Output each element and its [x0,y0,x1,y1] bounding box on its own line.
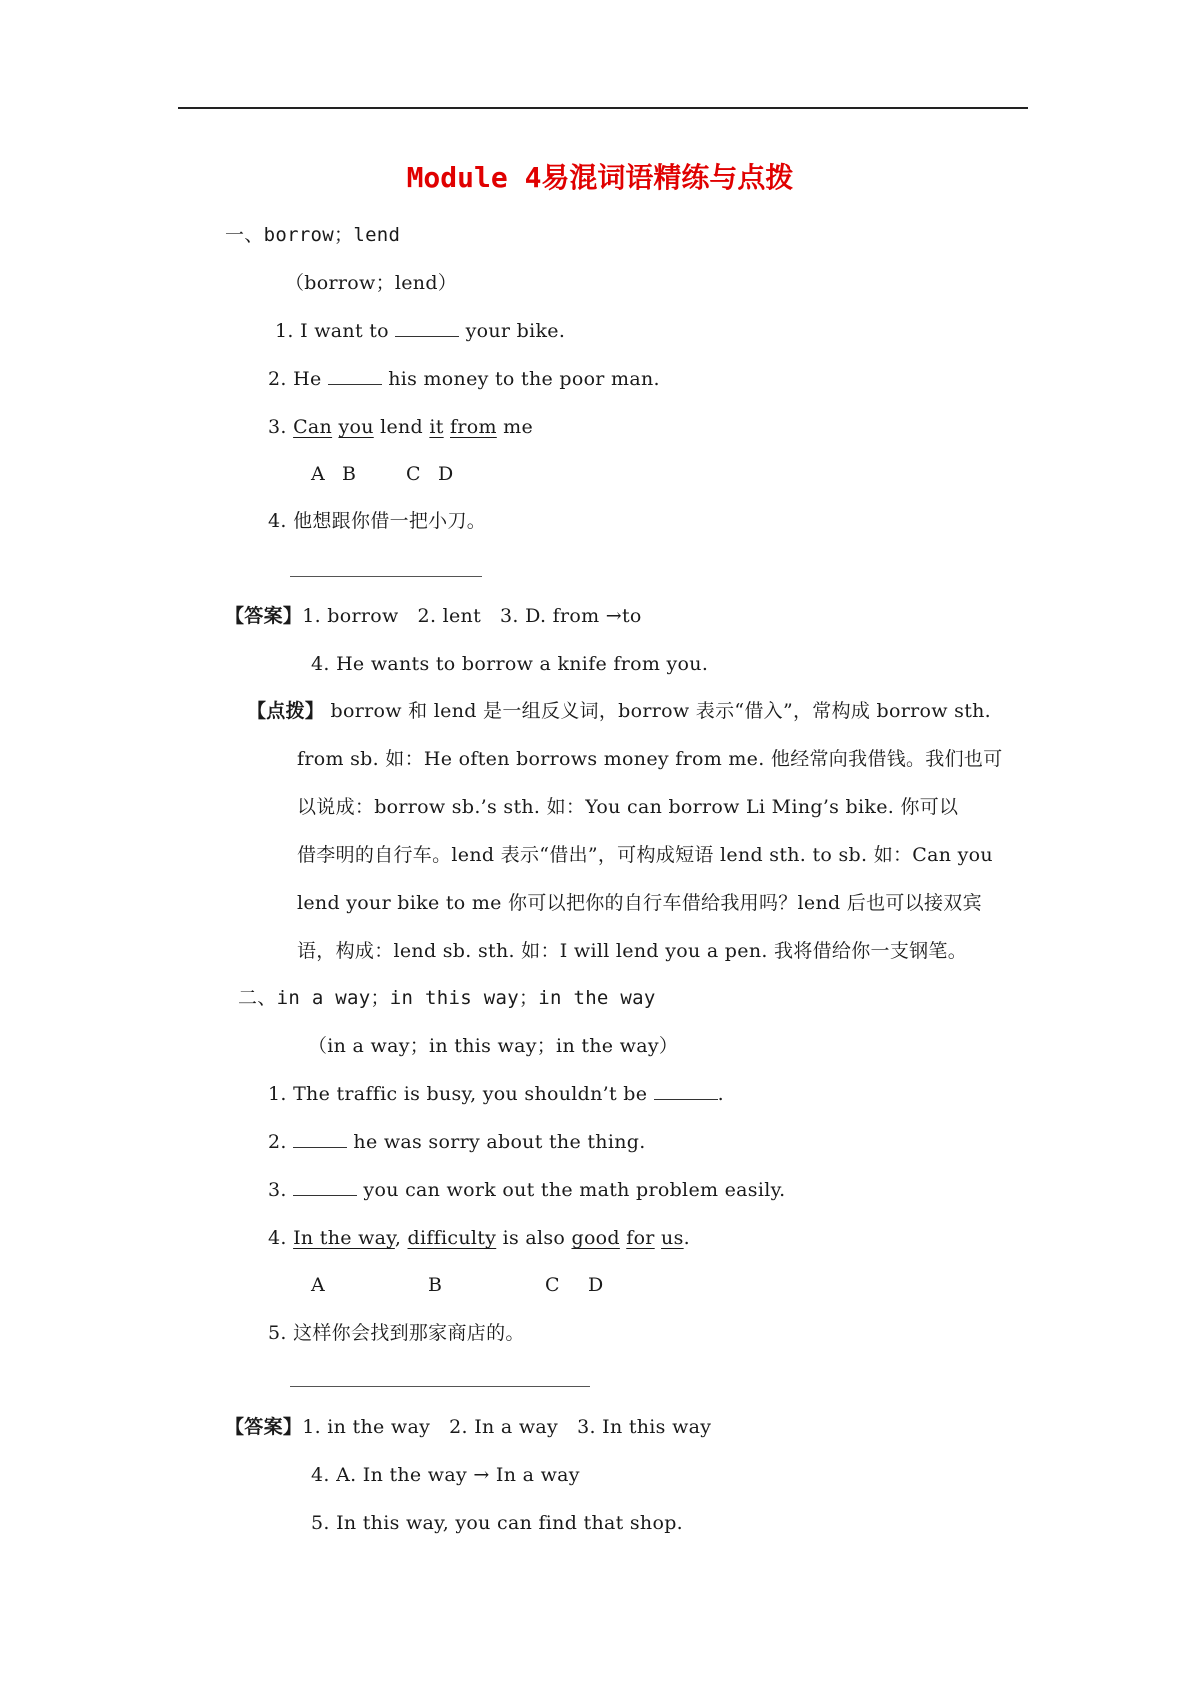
answer-blank [395,318,459,337]
question-number: 2. [268,368,287,390]
answer-label: 【答案】 [225,1416,303,1438]
s2-question-5 [268,1320,525,1346]
section1-heading: 一、borrow；lend [225,224,401,246]
question-text: 他想跟你借一把小刀。 [293,510,487,532]
question-number: 5. [268,1322,287,1344]
question-number: 3. [268,1179,287,1201]
s2-answer-row-2: 4. A. In the way → In a way [311,1464,580,1486]
answer-blank [328,366,382,385]
question-number: 1. [275,320,294,342]
underlined-word-c: it [429,416,444,438]
s2-question-2 [268,1129,646,1155]
s1-tip-row-2: from sb. 如：He often borrows money from me. 他经常向我借钱。我们也可 [297,748,1003,770]
question-text: , [394,1227,402,1249]
question-text: lend [380,416,424,438]
question-number: 1. [268,1083,287,1105]
question-number: 4. [268,510,287,532]
question-text: me [503,416,534,438]
option-label-a: A [311,463,325,485]
translation-answer-line [290,576,482,577]
answer-blank [293,1177,357,1196]
tip-label: 【点拨】 [247,700,325,722]
question-text: . [717,1083,724,1105]
question-text: The traffic is busy, you shouldn’t be [293,1083,648,1105]
s1-tip-row-4: 借李明的自行车。lend 表示“借出”，可构成短语 lend sth. to sb. 如：Can you [297,844,993,866]
tip-text: borrow 和 lend 是一组反义词，borrow 表示“借入”，常构成 borrow sth. [330,700,991,722]
question-number: 3. [268,416,287,438]
question-text: he was sorry about the thing. [353,1131,646,1153]
option-label-b: B [342,463,356,485]
underlined-word-b: difficulty [407,1227,497,1249]
section2-heading: 二、in a way；in this way；in the way [238,987,656,1009]
underlined-word-e: us [661,1227,684,1249]
answer-label: 【答案】 [225,605,303,627]
translation-answer-line [290,1386,590,1387]
question-text: your bike. [465,320,566,342]
section2-instruction: （in a way；in this way；in the way） [308,1035,679,1057]
s2-question-4 [268,1225,690,1251]
s1-tip-row-1 [247,698,991,724]
underlined-word-a: Can [293,416,333,438]
question-text: you can work out the math problem easily. [363,1179,786,1201]
s1-question-2 [268,366,660,392]
section1-instruction: （borrow；lend） [285,272,458,294]
s1-tip-row-5: lend your bike to me 你可以把你的自行车借给我用吗？lend 后也可以接双宾 [297,892,982,914]
underlined-word-a: In the way [293,1227,395,1249]
question-text: . [683,1227,690,1249]
s1-question-4 [268,508,486,534]
underlined-word-d: from [450,416,497,438]
question-text: 这样你会找到那家商店的。 [293,1322,525,1344]
s1-question-1 [275,318,565,344]
answer-text: 1. borrow 2. lent 3. D. from →to [302,605,642,627]
s2-question-1 [268,1081,724,1107]
s1-question-3 [268,414,533,440]
question-text: He [293,368,322,390]
s1-tip-row-6: 语，构成：lend sb. sth. 如：I will lend you a pen. 我将借给你一支钢笔。 [297,940,968,962]
page-title: Module 4易混词语精练与点拨 [406,161,794,194]
answer-blank [654,1081,718,1100]
option-label-c: C [545,1274,560,1296]
option-label-b: B [428,1274,442,1296]
question-text: his money to the poor man. [388,368,660,390]
underlined-word-d: for [626,1227,655,1249]
option-label-a: A [311,1274,325,1296]
answer-blank [293,1129,347,1148]
s1-answer-row-1 [225,603,642,629]
answer-text: 1. in the way 2. In a way 3. In this way [302,1416,712,1438]
header-rule [178,107,1028,109]
question-text: is also [502,1227,566,1249]
option-label-d: D [438,463,454,485]
s2-answer-row-1 [225,1414,711,1440]
option-label-c: C [406,463,421,485]
underlined-word-b: you [338,416,374,438]
s1-answer-row-2: 4. He wants to borrow a knife from you. [311,653,709,675]
question-number: 4. [268,1227,287,1249]
question-text: I want to [300,320,389,342]
s2-question-3 [268,1177,785,1203]
s1-tip-row-3: 以说成：borrow sb.’s sth. 如：You can borrow Li Ming’s bike. 你可以 [297,796,959,818]
question-number: 2. [268,1131,287,1153]
underlined-word-c: good [571,1227,620,1249]
s2-answer-row-3: 5. In this way, you can find that shop. [311,1512,684,1534]
option-label-d: D [588,1274,604,1296]
